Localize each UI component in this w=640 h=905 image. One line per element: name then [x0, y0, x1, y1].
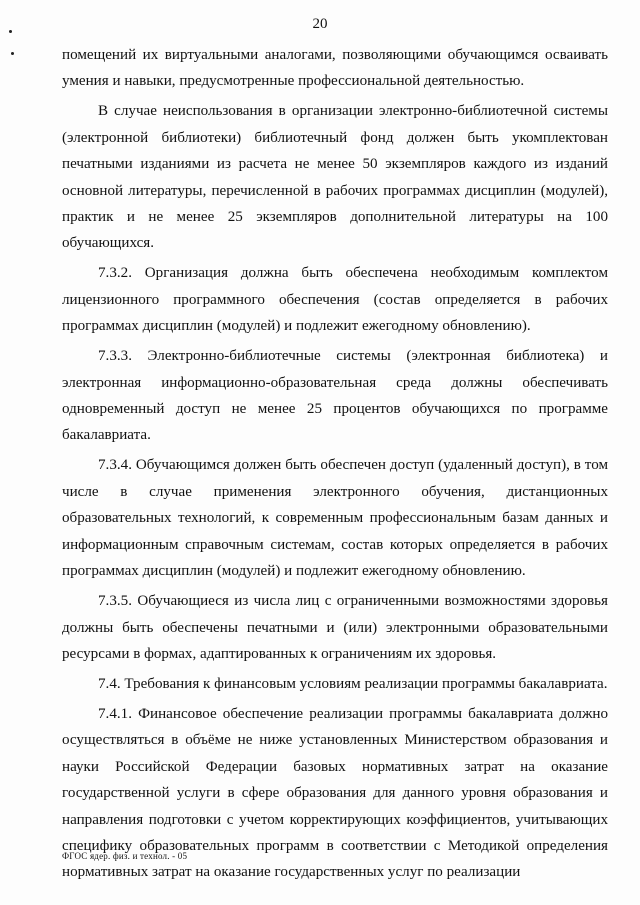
document-body	[62, 42, 608, 889]
paragraph-7-3-5: 7.3.5. Обучающиеся из числа лиц с ограниченными возможностями здоровья должны быть обеспечены печатными и (или) электронными образовательными ресурсами в формах, адаптированных к ограничениям их здоровья.	[62, 593, 608, 662]
paragraph-7-4: 7.4. Требования к финансовым условиям реализации программы бакалавриата.	[98, 675, 608, 692]
paragraph-7-4-1: 7.4.1. Финансовое обеспечение реализации программы бакалавриата должно осуществляться в объёме не ниже установленных Министерством образования и науки Российской Федерации базовых нормативных затрат на оказание государственной услуги в сфере образования для данного уровня образования и направления подготовки с учетом корректирующих коэффициентов, учитывающих специфику образовательных программ в соответствии с Методикой определения нормативных затрат на оказание государственных услуг по реализации	[62, 705, 608, 881]
paragraph-continuation: помещений их виртуальными аналогами, позволяющими обучающимся осваивать умения и навыки, предусмотренные профессиональной деятельностью.	[62, 47, 608, 90]
paragraph-7-3-4: 7.3.4. Обучающимся должен быть обеспечен доступ (удаленный доступ), в том числе в случае применения электронного обучения, дистанционных образовательных технологий, к современным профессиональным базам данных и информационным справочным системам, состав которых определяется в рабочих программах дисциплин (модулей) и подлежит ежегодному обновлению.	[62, 457, 608, 580]
paragraph-7-3-2: 7.3.2. Организация должна быть обеспечена необходимым комплектом лицензионного программного обеспечения (состав определяется в рабочих программах дисциплин (модулей) и подлежит ежегодному обновлению).	[62, 265, 608, 335]
footer-note: ФГОС ядер. физ. и технол. - 05	[62, 851, 188, 861]
paragraph-library-fund: В случае неиспользования в организации электронно-библиотечной системы (электронной библиотеки) библиотечный фонд должен быть укомплектован печатными изданиями из расчета не менее 50 экземпляров каждого из изданий основной литературы, перечисленной в рабочих программах дисциплин (модулей), практик и не менее 25 экземпляров дополнительной литературы на 100 обучающихся.	[62, 103, 608, 252]
paragraph-7-3-3: 7.3.3. Электронно-библиотечные системы (электронная библиотека) и электронная информационно-образовательная среда должны обеспечивать одновременный доступ не менее 25 процентов обучающихся по программе бакалавриата.	[62, 348, 608, 444]
scan-speck	[11, 52, 14, 55]
page-number: 20	[312, 16, 328, 32]
